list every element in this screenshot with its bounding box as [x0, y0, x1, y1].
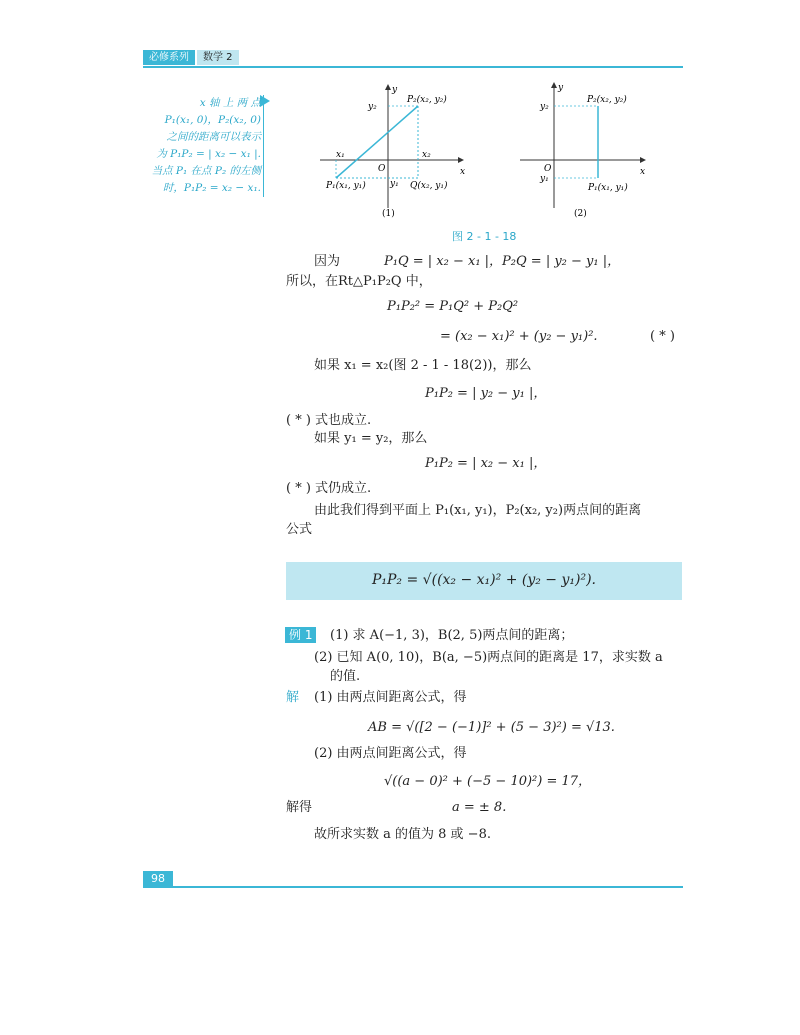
solution-eq-2: √((a − 0)² + (−5 − 10)²) = 17，: [384, 774, 592, 789]
if-y-equal: 如果 y₁ = y₂，那么: [314, 431, 428, 446]
label-x: x: [640, 167, 646, 177]
side-note-line: 当点 P₁ 在点 P₂ 的左侧: [151, 165, 261, 177]
holds-line-1: ( * ) 式也成立.: [286, 413, 372, 428]
label-x: x: [460, 167, 466, 177]
label-p2: P₂(x₂, y₂): [407, 95, 447, 105]
label-y2: y₂: [368, 102, 377, 112]
solution-step-2: (2) 由两点间距离公式，得: [314, 746, 467, 761]
side-note-line: P₁(x₁, 0)，P₂(x₂, 0): [164, 114, 261, 126]
label-y1: y₁: [390, 179, 399, 189]
label-y: y: [558, 83, 564, 93]
label-y2: y₂: [540, 102, 549, 112]
x-axis-arrow-icon: [458, 157, 464, 163]
y-axis-arrow-icon: [551, 82, 557, 88]
conclusion-line-2: 公式: [286, 522, 313, 537]
side-note-line: x 轴 上 两 点: [199, 97, 261, 109]
distance-formula: P₁P₂ = √((x₂ − x₁)² + (y₂ − y₁)²).: [371, 572, 596, 588]
page-number: 98: [143, 871, 173, 887]
distance-formula-box: [286, 562, 682, 600]
series-tag: 必修系列: [143, 50, 195, 65]
figure-right-caption: (2): [574, 209, 587, 218]
eq-expanded: = (x₂ − x₁)² + (y₂ − y₁)².: [440, 329, 598, 344]
holds-line-2: ( * ) 式仍成立.: [286, 481, 372, 496]
side-note-line: 时，P₁P₂ = x₂ − x₁.: [162, 182, 261, 194]
figure-right: [510, 78, 660, 218]
footer-rule: [143, 876, 683, 888]
example-tag: 例 1: [285, 627, 316, 643]
because-eq: P₁Q = | x₂ − x₁ |，P₂Q = | y₂ − y₁ |，: [384, 254, 621, 269]
final-answer: 故所求实数 a 的值为 8 或 −8.: [314, 827, 491, 842]
figure-title: 图 2 - 1 - 18: [452, 230, 517, 243]
example-q2b: 的值.: [330, 669, 361, 684]
because-word: 因为: [314, 254, 341, 269]
equation-star: ( * ): [650, 329, 675, 344]
example-q1: (1) 求 A(−1, 3)，B(2, 5)两点间的距离；: [330, 628, 574, 643]
eq-horizontal: P₁P₂ = | x₂ − x₁ |，: [425, 456, 547, 471]
figure-left: [310, 78, 470, 218]
label-p1: P₁(x₁, y₁): [588, 183, 628, 193]
label-p1: P₁(x₁, y₁): [326, 181, 366, 191]
eq-pythagoras: P₁P₂² = P₁Q² + P₂Q²: [387, 299, 519, 314]
example-q2a: (2) 已知 A(0, 10)，B(a, −5)两点间的距离是 17，求实数 a: [314, 650, 663, 665]
label-q: Q(x₂, y₁): [410, 181, 448, 191]
label-y1: y₁: [540, 174, 549, 184]
side-note-line: 之间的距离可以表示: [166, 131, 261, 143]
label-y: y: [392, 85, 398, 95]
solution-step-1: (1) 由两点间距离公式，得: [314, 690, 467, 705]
conclusion-line-1: 由此我们得到平面上 P₁(x₁, y₁)，P₂(x₂, y₂)两点间的距离: [314, 503, 642, 518]
label-x2: x₂: [422, 150, 431, 160]
label-origin: O: [544, 164, 552, 174]
figure-left-caption: (1): [382, 209, 395, 218]
solve-word: 解得: [286, 800, 313, 815]
so-line: 所以，在Rt△P₁P₂Q 中，: [286, 274, 432, 289]
label-x1: x₁: [336, 150, 345, 160]
x-axis-arrow-icon: [640, 157, 646, 163]
book-tag: 数学 2: [197, 50, 239, 65]
solve-eq: a = ± 8.: [452, 800, 507, 815]
eq-vertical: P₁P₂ = | y₂ − y₁ |，: [425, 386, 547, 401]
solution-eq-1: AB = √([2 − (−1)]² + (5 − 3)²) = √13.: [368, 720, 615, 735]
y-axis-arrow-icon: [385, 84, 391, 90]
label-p2: P₂(x₂, y₂): [587, 95, 627, 105]
solution-tag: 解: [286, 690, 300, 705]
side-note: [143, 95, 264, 197]
side-note-line: 为 P₁P₂ = | x₂ − x₁ |.: [156, 148, 261, 160]
if-x-equal: 如果 x₁ = x₂(图 2 - 1 - 18(2))，那么: [314, 358, 532, 373]
segment-p1p2: [336, 106, 418, 178]
label-origin: O: [378, 164, 386, 174]
